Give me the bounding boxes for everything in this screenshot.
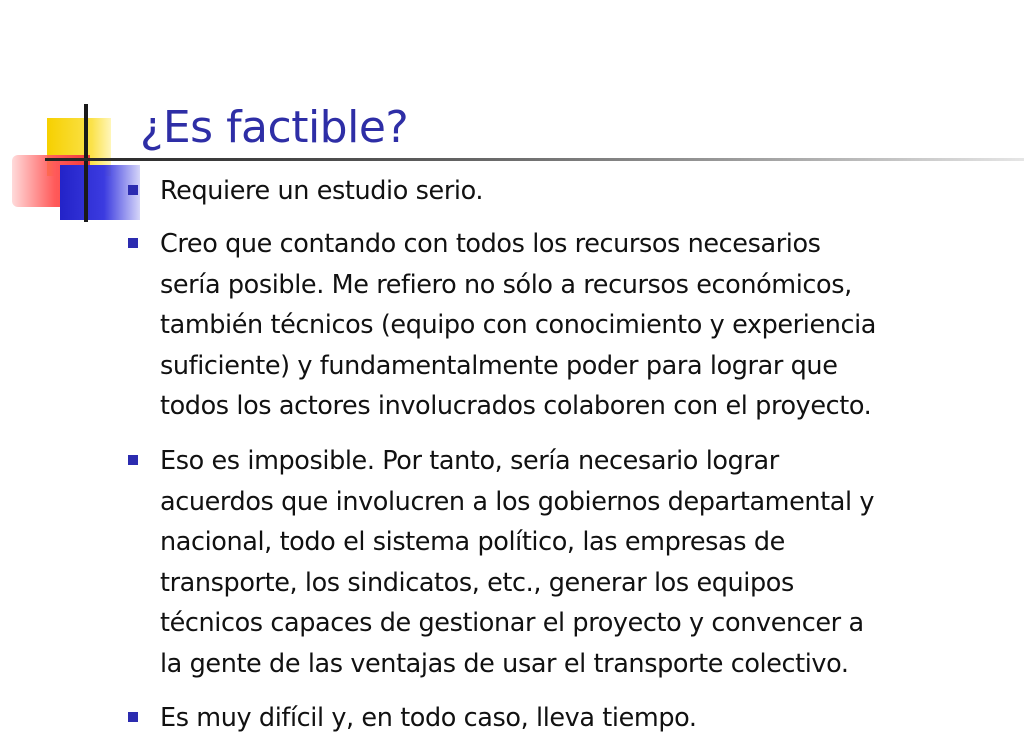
square-bullet-icon (128, 185, 138, 195)
bullet-line: Requiere un estudio serio. (160, 176, 484, 206)
bullet-line: Creo que contando con todos los recursos necesarios (160, 229, 821, 259)
bullet-line: técnicos capaces de gestionar el proyecto y convencer a (160, 608, 864, 638)
bullet-line: Es muy difícil y, en todo caso, lleva tiempo. (160, 703, 697, 733)
bullet-line: también técnicos (equipo con conocimiento y experiencia (160, 310, 877, 340)
bullet-line: transporte, los sindicatos, etc., generar los equipos (160, 567, 794, 598)
square-bullet-icon (128, 712, 138, 722)
bullet-text (160, 441, 1020, 684)
bullet-line: acuerdos que involucren a los gobiernos departamental y (160, 486, 875, 517)
bullet-line: la gente de las ventajas de usar el transporte colectivo. (160, 648, 849, 679)
title-underline (45, 158, 1024, 161)
bullet-text (160, 698, 1020, 739)
bullet-text (160, 171, 1020, 212)
bullet-line: suficiente) y fundamentalmente poder para lograr que (160, 350, 838, 381)
bullet-line: sería posible. Me refiero no sólo a recursos económicos, (160, 269, 852, 300)
bullet-line: todos los actores involucrados colaboren con el proyecto. (160, 391, 872, 421)
bullet-line: Eso es imposible. Por tanto, sería necesario lograr (160, 446, 779, 476)
square-bullet-icon (128, 238, 138, 248)
vertical-rule (84, 104, 88, 222)
bullet-text (160, 224, 1020, 427)
corner-squares-logo-icon (0, 0, 140, 230)
slide-title: ¿Es factible? (140, 102, 409, 153)
bullet-line: nacional, todo el sistema político, las empresas de (160, 527, 785, 557)
square-bullet-icon (128, 455, 138, 465)
